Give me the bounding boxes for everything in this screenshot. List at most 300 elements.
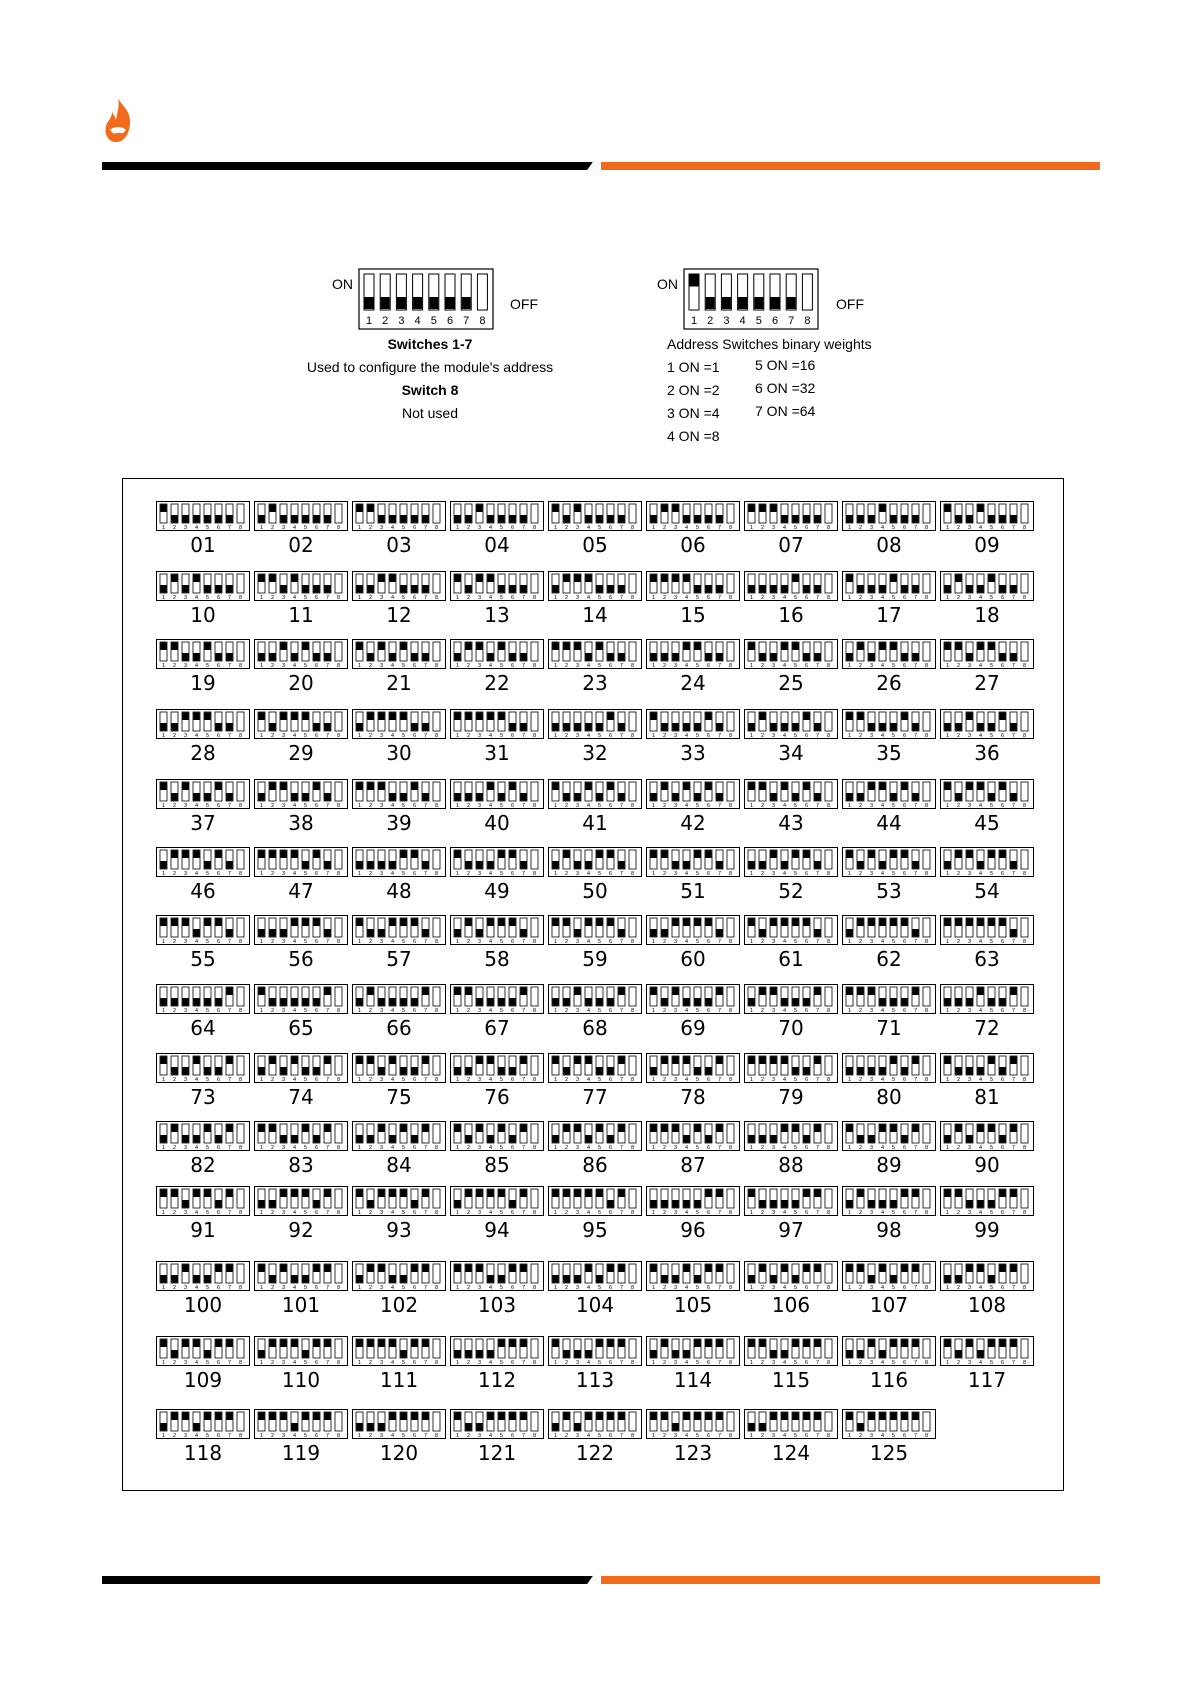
- dip-switch: [509, 712, 516, 731]
- dip-switch: [411, 1056, 418, 1075]
- switch-number: 5: [303, 803, 308, 809]
- dip-switch: [487, 642, 494, 661]
- switch-number: 3: [379, 595, 384, 601]
- switch-number: 3: [183, 595, 188, 601]
- dip-switch: [890, 1264, 897, 1283]
- dip-switch: [923, 850, 930, 869]
- dip-switch: [923, 987, 930, 1006]
- dip-switch-diagram: [842, 984, 936, 1014]
- address-number: 99: [974, 1218, 1000, 1242]
- dip-switch: [1010, 1056, 1017, 1075]
- dip-switch: [825, 1412, 832, 1431]
- dip-switch: [400, 987, 407, 1006]
- address-number: 59: [582, 947, 608, 971]
- switch-number: 3: [477, 1210, 482, 1216]
- address-number: 57: [386, 947, 412, 971]
- dip-switch: [727, 782, 734, 801]
- dip-switch: [422, 850, 429, 869]
- dip-switch: [552, 1412, 559, 1431]
- switch-number: 6: [706, 871, 711, 877]
- switch-number: 4: [880, 1433, 885, 1439]
- switch-number: 8: [336, 525, 341, 531]
- weight-item: 5 ON =16: [755, 357, 816, 373]
- switch-number: 4: [684, 595, 689, 601]
- switch-number: 7: [325, 595, 330, 601]
- dip-switch: [498, 987, 505, 1006]
- switch-number: 5: [597, 1360, 602, 1366]
- switch-number: 1: [455, 595, 460, 601]
- switch-number: 5: [989, 525, 994, 531]
- dip-switch-diagram: [352, 1336, 446, 1366]
- switch-number: 8: [434, 871, 439, 877]
- switch-number: 3: [477, 803, 482, 809]
- switch-number: 8: [238, 1008, 243, 1014]
- dip-switch: [389, 1412, 396, 1431]
- dip-switch: [498, 850, 505, 869]
- switch-number: 7: [717, 1285, 722, 1291]
- dip-switch: [618, 1339, 625, 1358]
- switch-number: 2: [858, 1145, 863, 1151]
- dip-switch-diagram: [842, 1053, 936, 1083]
- address-cell: [842, 1336, 936, 1392]
- switch-number: 5: [401, 1008, 406, 1014]
- dip-switch: [661, 642, 668, 661]
- switch-number: 4: [978, 1008, 983, 1014]
- address-cell: [940, 501, 1034, 557]
- switch-number: 7: [619, 871, 624, 877]
- switch-number: 5: [695, 525, 700, 531]
- dip-switch-diagram: [548, 501, 642, 531]
- address-cell: [548, 639, 642, 695]
- dip-switch: [1021, 782, 1028, 801]
- dip-switch: [509, 918, 516, 937]
- switch-number: 3: [281, 803, 286, 809]
- dip-switch-diagram: [254, 1336, 348, 1366]
- dip-switch: [890, 850, 897, 869]
- dip-switch: [258, 712, 265, 731]
- dip-switch-diagram: [156, 915, 250, 945]
- address-cell: [842, 984, 936, 1040]
- switch-number: 6: [706, 1360, 711, 1366]
- switch-number: 4: [586, 1077, 591, 1083]
- switch-number: 6: [314, 803, 319, 809]
- dip-switch: [966, 1056, 973, 1075]
- dip-switch: [291, 1412, 298, 1431]
- switch-number: 1: [847, 1008, 852, 1014]
- dip-switch: [814, 1056, 821, 1075]
- switch-number: 5: [499, 1210, 504, 1216]
- switch-number: 6: [902, 803, 907, 809]
- address-number: 13: [484, 603, 510, 627]
- switch-number: 1: [161, 1077, 166, 1083]
- switch-number: 8: [238, 1285, 243, 1291]
- switch-number: 1: [259, 939, 264, 945]
- switch-number: 1: [455, 663, 460, 669]
- dip-switch: [868, 1264, 875, 1283]
- switch-number: 2: [466, 939, 471, 945]
- dip-switch: [759, 1124, 766, 1143]
- switch-number: 3: [869, 595, 874, 601]
- dip-switch-diagram: [940, 847, 1034, 877]
- dip-switch: [944, 642, 951, 661]
- dip-switch: [574, 712, 581, 731]
- dip-switch: [258, 1264, 265, 1283]
- switch-number: 1: [259, 1285, 264, 1291]
- switch-number: 6: [608, 939, 613, 945]
- switch-number: 3: [771, 1145, 776, 1151]
- dip-switch: [335, 918, 342, 937]
- switch-number: 7: [423, 1360, 428, 1366]
- dip-switch: [302, 918, 309, 937]
- switch-number: 8: [826, 1077, 831, 1083]
- address-cell: [352, 1409, 446, 1465]
- switch-number: 5: [891, 525, 896, 531]
- dip-switch: [487, 1056, 494, 1075]
- dip-switch: [694, 1339, 701, 1358]
- dip-switch: [977, 712, 984, 731]
- switch-number: 3: [771, 525, 776, 531]
- dip-switch: [748, 712, 755, 731]
- address-cell: [352, 1053, 446, 1109]
- address-cell: [744, 779, 838, 835]
- dip-switch: [422, 1189, 429, 1208]
- switch-number: 2: [368, 1433, 373, 1439]
- switch-number: 4: [194, 1360, 199, 1366]
- switch-number: 4: [390, 939, 395, 945]
- switch-number: 5: [499, 1077, 504, 1083]
- dip-switch: [258, 574, 265, 593]
- dip-switch: [596, 712, 603, 731]
- dip-switch-diagram: [646, 984, 740, 1014]
- dip-switch: [596, 504, 603, 523]
- legend-right: [657, 262, 907, 452]
- dip-switch: [857, 1264, 864, 1283]
- switch-number: 7: [913, 1360, 918, 1366]
- dip-switch: [269, 1264, 276, 1283]
- switch-number: 5: [401, 803, 406, 809]
- dip-switch: [955, 1124, 962, 1143]
- switch-number: 8: [1022, 1360, 1027, 1366]
- dip-switch: [781, 1339, 788, 1358]
- dip-switch: [694, 574, 701, 593]
- dip-switch-diagram: [744, 915, 838, 945]
- switch-number: 1: [455, 1210, 460, 1216]
- dip-switch: [160, 918, 167, 937]
- address-number: 48: [386, 879, 412, 903]
- dip-switch: [683, 1412, 690, 1431]
- dip-switch: [923, 574, 930, 593]
- switch-number: 8: [728, 1145, 733, 1151]
- switch-number: 2: [662, 871, 667, 877]
- address-number: 43: [778, 811, 804, 835]
- address-number: 88: [778, 1153, 804, 1177]
- dip-switch: [291, 782, 298, 801]
- switch-number: 4: [586, 939, 591, 945]
- switch-number: 1: [455, 1433, 460, 1439]
- address-cell: [744, 1261, 838, 1317]
- switch-number: 6: [216, 1433, 221, 1439]
- switch-number: 5: [401, 1433, 406, 1439]
- dip-switch: [596, 574, 603, 593]
- dip-switch: [868, 918, 875, 937]
- dip-switch: [454, 712, 461, 731]
- dip-switch: [727, 504, 734, 523]
- switch-number: 1: [847, 1210, 852, 1216]
- switch-number: 4: [978, 663, 983, 669]
- dip-switch: [520, 1189, 527, 1208]
- dip-switch: [574, 1056, 581, 1075]
- address-number: 71: [876, 1016, 902, 1040]
- switch-number: 7: [815, 1210, 820, 1216]
- dip-switch: [302, 987, 309, 1006]
- dip-switch: [988, 574, 995, 593]
- switch-number: 6: [412, 871, 417, 877]
- switch-number: 1: [161, 871, 166, 877]
- dip-switch-diagram: [156, 1053, 250, 1083]
- dip-switch: [912, 574, 919, 593]
- dip-switch: [705, 1339, 712, 1358]
- switch-number: 6: [510, 1285, 515, 1291]
- dip-switch: [465, 850, 472, 869]
- switch-number: 7: [1011, 1077, 1016, 1083]
- switch-number: 7: [1011, 1210, 1016, 1216]
- dip-switch: [215, 1264, 222, 1283]
- switch-number: 4: [194, 525, 199, 531]
- switch-number: 5: [989, 595, 994, 601]
- switch-number: 5: [695, 733, 700, 739]
- switch-number: 2: [270, 1008, 275, 1014]
- switch-number: 2: [956, 939, 961, 945]
- switch-number: 6: [446, 315, 454, 327]
- dip-switch: [846, 574, 853, 593]
- switch-number: 1: [651, 871, 656, 877]
- switch-number: 4: [880, 1285, 885, 1291]
- dip-switch: [356, 782, 363, 801]
- dip-switch: [868, 642, 875, 661]
- dip-switch: [694, 712, 701, 731]
- address-number: 31: [484, 741, 510, 765]
- switch-number: 4: [488, 871, 493, 877]
- switch-number: 2: [172, 1433, 177, 1439]
- switch-number: 1: [161, 733, 166, 739]
- dip-switch: [770, 274, 780, 310]
- switch-number: 4: [684, 1210, 689, 1216]
- switch-number: 7: [227, 1360, 232, 1366]
- switch-number: 3: [281, 1285, 286, 1291]
- switch-number: 3: [183, 1210, 188, 1216]
- dip-switch: [683, 642, 690, 661]
- dip-switch: [803, 1124, 810, 1143]
- dip-switch: [324, 1124, 331, 1143]
- switch-number: 5: [303, 663, 308, 669]
- switch-number: 7: [1011, 1285, 1016, 1291]
- dip-switch: [890, 712, 897, 731]
- address-cell: [646, 501, 740, 557]
- dip-switch: [846, 504, 853, 523]
- address-number: 14: [582, 603, 608, 627]
- switch-number: 5: [303, 1285, 308, 1291]
- dip-switch: [204, 1189, 211, 1208]
- address-switch-table: [122, 478, 1064, 1491]
- dip-switch: [389, 782, 396, 801]
- dip-switch: [672, 1124, 679, 1143]
- dip-switch: [683, 918, 690, 937]
- switch-number: 6: [1000, 1145, 1005, 1151]
- dip-switch: [879, 918, 886, 937]
- address-number: 20: [288, 671, 314, 695]
- dip-switch: [585, 504, 592, 523]
- switch-number: 6: [1000, 1360, 1005, 1366]
- dip-switch-diagram: [842, 1409, 936, 1439]
- dip-switch: [313, 504, 320, 523]
- switch-number: 4: [684, 1008, 689, 1014]
- dip-switch: [433, 1264, 440, 1283]
- dip-switch: [803, 987, 810, 1006]
- dip-switch: [705, 1412, 712, 1431]
- switch-number: 7: [423, 1008, 428, 1014]
- dip-switch-diagram: [940, 501, 1034, 531]
- switch-number: 3: [183, 1433, 188, 1439]
- dip-switch: [792, 1189, 799, 1208]
- dip-switch: [433, 1339, 440, 1358]
- address-number: 28: [190, 741, 216, 765]
- dip-switch: [302, 1189, 309, 1208]
- switch-number: 3: [869, 1008, 874, 1014]
- dip-switch: [890, 642, 897, 661]
- switch-number: 8: [336, 1285, 341, 1291]
- switch-number: 4: [292, 1433, 297, 1439]
- dip-switch: [226, 504, 233, 523]
- dip-switch: [705, 712, 712, 731]
- dip-switch: [802, 274, 812, 310]
- dip-switch: [689, 274, 699, 310]
- switch-number: 3: [379, 803, 384, 809]
- switch-number: 3: [379, 1433, 384, 1439]
- switch-number: 8: [728, 1285, 733, 1291]
- dip-switch: [563, 918, 570, 937]
- switch-number: 7: [619, 525, 624, 531]
- dip-switch: [846, 642, 853, 661]
- switch-number: 8: [630, 1008, 635, 1014]
- switch-number: 1: [847, 1077, 852, 1083]
- dip-switch: [977, 782, 984, 801]
- switch-number: 4: [292, 1360, 297, 1366]
- dip-switch: [552, 987, 559, 1006]
- switch-number: 7: [227, 939, 232, 945]
- dip-switch: [770, 504, 777, 523]
- dip-switch: [912, 1339, 919, 1358]
- dip-switch: [498, 918, 505, 937]
- dip-switch: [237, 504, 244, 523]
- switch-number: 2: [662, 1145, 667, 1151]
- switch-number: 6: [216, 663, 221, 669]
- dip-switch: [716, 642, 723, 661]
- switch-number: 2: [956, 1077, 961, 1083]
- address-cell: [450, 1053, 544, 1109]
- dip-switch: [879, 1264, 886, 1283]
- dip-switch: [716, 1124, 723, 1143]
- switch-number: 7: [227, 1077, 232, 1083]
- switch-number: 4: [880, 1360, 885, 1366]
- dip-switch: [433, 712, 440, 731]
- dip-switch: [716, 1412, 723, 1431]
- switch-number: 2: [466, 1210, 471, 1216]
- switch-number: 2: [270, 1145, 275, 1151]
- dip-switch: [661, 1056, 668, 1075]
- switch-number: 3: [575, 1145, 580, 1151]
- switch-number: 6: [608, 1077, 613, 1083]
- dip-switch-diagram: [744, 1053, 838, 1083]
- switch-number: 3: [869, 1145, 874, 1151]
- switch-number: 2: [564, 1077, 569, 1083]
- dip-switch: [618, 987, 625, 1006]
- switch-number: 6: [216, 595, 221, 601]
- switch-number: 7: [619, 1077, 624, 1083]
- dip-switch: [335, 1412, 342, 1431]
- dip-switch: [531, 1124, 538, 1143]
- switch-number: 5: [303, 1433, 308, 1439]
- switch-number: 6: [706, 1008, 711, 1014]
- switch-number: 5: [303, 939, 308, 945]
- dip-switch-diagram: [156, 1186, 250, 1216]
- switch-number: 8: [532, 1360, 537, 1366]
- dip-switch-diagram: [940, 1261, 1034, 1291]
- switch-number: 5: [597, 1210, 602, 1216]
- switch-number: 1: [259, 803, 264, 809]
- switch-number: 6: [412, 1433, 417, 1439]
- switch-number: 2: [858, 803, 863, 809]
- dip-switch: [879, 504, 886, 523]
- dip-switch: [324, 918, 331, 937]
- dip-switch: [596, 850, 603, 869]
- switch-number: 6: [608, 595, 613, 601]
- switch-number: 6: [510, 1077, 515, 1083]
- switch-number: 3: [477, 1145, 482, 1151]
- switch-number: 8: [1022, 733, 1027, 739]
- switch-number: 4: [880, 595, 885, 601]
- dip-switch-diagram: [352, 1053, 446, 1083]
- dip-switch: [966, 782, 973, 801]
- dip-switch: [356, 574, 363, 593]
- switch-number: 7: [227, 1210, 232, 1216]
- dip-switch: [520, 782, 527, 801]
- switch-number: 4: [782, 871, 787, 877]
- dip-switch: [204, 574, 211, 593]
- address-cell: [156, 847, 250, 903]
- dip-switch: [944, 782, 951, 801]
- dip-switch: [433, 918, 440, 937]
- switch-number: 7: [423, 803, 428, 809]
- switch-number: 2: [564, 939, 569, 945]
- switch-number: 8: [532, 595, 537, 601]
- dip-switch-diagram: [156, 984, 250, 1014]
- switch-number: 5: [401, 1360, 406, 1366]
- address-number: 26: [876, 671, 902, 695]
- dip-switch: [792, 1412, 799, 1431]
- dip-switch: [237, 987, 244, 1006]
- switch-number: 5: [695, 1210, 700, 1216]
- dip-switch: [509, 642, 516, 661]
- switch-number: 8: [532, 803, 537, 809]
- dip-switch: [465, 1412, 472, 1431]
- switch-number: 6: [902, 663, 907, 669]
- dip-switch: [400, 1124, 407, 1143]
- dip-switch: [378, 1056, 385, 1075]
- dip-switch: [748, 850, 755, 869]
- dip-switch: [966, 504, 973, 523]
- switch-number: 7: [521, 1145, 526, 1151]
- address-number: 78: [680, 1085, 706, 1109]
